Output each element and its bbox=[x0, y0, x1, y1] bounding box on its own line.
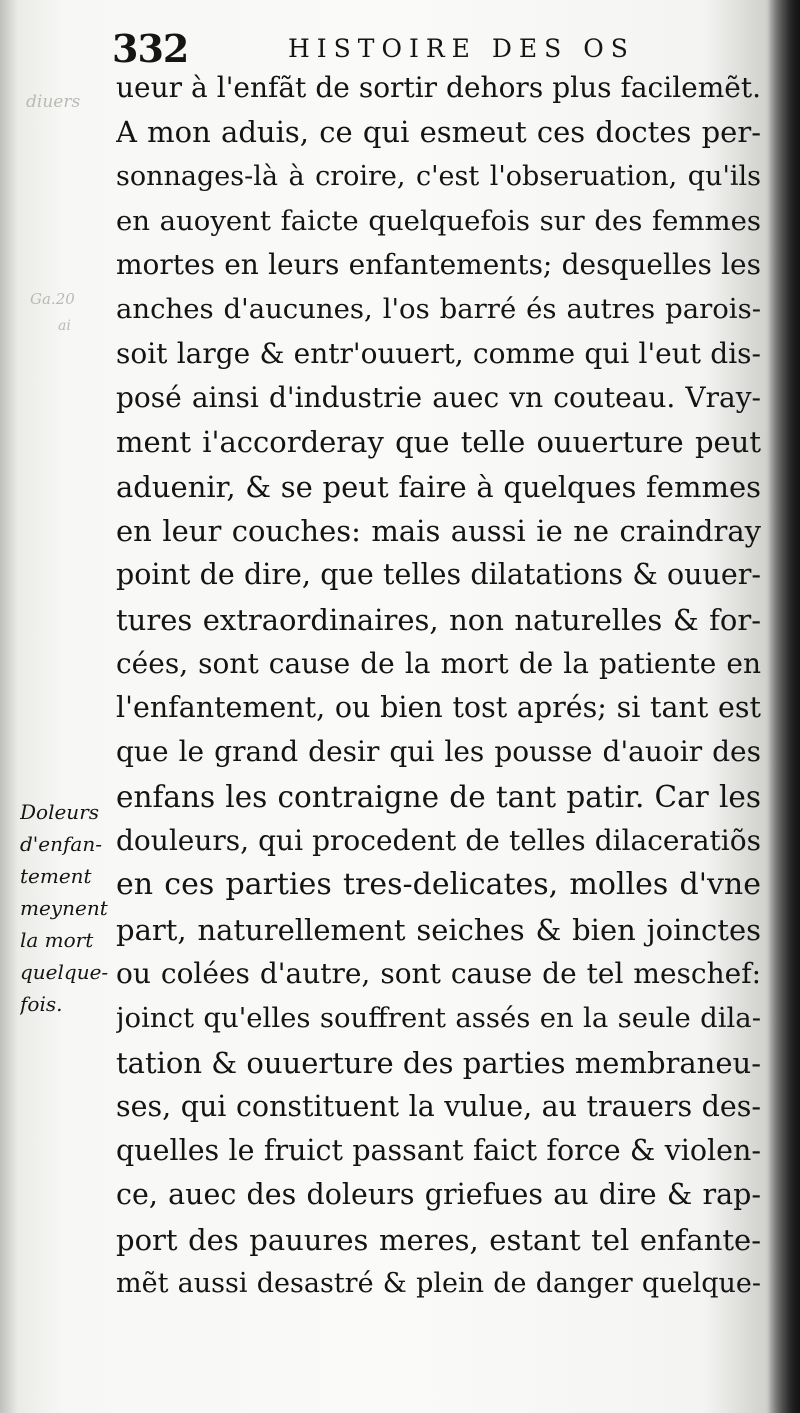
text-line: que le grand desir qui les pousse d'auoir des bbox=[116, 735, 761, 769]
text-line: anches d'aucunes, l'os barré és autres parois- bbox=[116, 293, 761, 326]
margin-note-line: Doleurs bbox=[20, 800, 100, 824]
text-line: A mon aduis, ce qui esmeut ces doctes per- bbox=[116, 115, 761, 150]
text-line: en leur couches: mais aussi ie ne craindray bbox=[116, 513, 761, 548]
text-line: en auoyent faicte quelquefois sur des femmes bbox=[116, 204, 761, 237]
text-line: ce, auec des doleurs griefues au dire & rap- bbox=[116, 1178, 761, 1212]
text-line: ment i'accorderay que telle ouuerture peut bbox=[116, 425, 761, 460]
text-line: ueur à l'enfãt de sortir dehors plus facilemẽt. bbox=[116, 71, 761, 104]
text-line: part, naturellement seiches & bien joinctes bbox=[116, 912, 761, 947]
margin-note bbox=[20, 796, 124, 1020]
text-line: soit large & entr'ouuert, comme qui l'eut dis- bbox=[116, 336, 761, 370]
margin-note-line: d'enfan- bbox=[20, 832, 102, 856]
text-line: mortes en leurs enfantements; desquelles les bbox=[116, 248, 761, 282]
text-line: tation & ouuerture des parties membraneu- bbox=[116, 1045, 761, 1080]
text-line: ses, qui constituent la vulue, au trauers des- bbox=[116, 1089, 761, 1123]
margin-note-line: fois. bbox=[20, 992, 63, 1016]
text-line: tures extraordinaires, non naturelles & for- bbox=[116, 602, 761, 637]
text-line: joinct qu'elles souffrent assés en la seule dila- bbox=[116, 1002, 761, 1035]
text-line: point de dire, que telles dilatations & ouuer- bbox=[116, 558, 761, 592]
text-line: mẽt aussi desastré & plein de danger quelque- bbox=[116, 1268, 761, 1300]
page-edge-shadow bbox=[766, 0, 800, 1413]
page-gutter-shadow bbox=[0, 0, 18, 1413]
text-line: quelles le fruict passant faict force & violen- bbox=[116, 1134, 761, 1168]
text-line: ou colées d'autre, sont cause de tel meschef: bbox=[116, 956, 761, 990]
text-line: l'enfantement, ou bien tost aprés; si tant est bbox=[116, 691, 761, 725]
text-line: cées, sont cause de la mort de la patiente en bbox=[116, 646, 761, 680]
page-header bbox=[112, 18, 752, 71]
text-line: aduenir, & se peut faire à quelques femmes bbox=[116, 469, 761, 504]
page-number: 332 bbox=[112, 26, 189, 71]
body-text bbox=[116, 66, 761, 1306]
bleed-through-text: diuers bbox=[26, 92, 81, 112]
margin-note-line: quelque- bbox=[20, 960, 109, 984]
running-head: HISTOIRE DES OS bbox=[288, 34, 635, 63]
bleed-through-text: Ga.20 bbox=[30, 290, 75, 308]
text-line: port des pauures meres, estant tel enfante- bbox=[116, 1222, 761, 1257]
text-line: sonnages-là à croire, c'est l'obseruation, qu'ils bbox=[116, 160, 761, 192]
margin-note-line: la mort bbox=[20, 928, 94, 952]
bleed-through-text: ai bbox=[58, 318, 71, 334]
text-line: douleurs, qui procedent de telles dilaceratiõs bbox=[116, 824, 761, 858]
text-line: enfans les contraigne de tant patir. Car les bbox=[116, 779, 761, 814]
text-line: posé ainsi d'industrie auec vn couteau. Vray- bbox=[116, 381, 761, 415]
margin-note-line: tement bbox=[20, 864, 92, 888]
text-line: en ces parties tres-delicates, molles d'vne bbox=[116, 867, 761, 903]
margin-note-line: meynent bbox=[20, 896, 108, 920]
